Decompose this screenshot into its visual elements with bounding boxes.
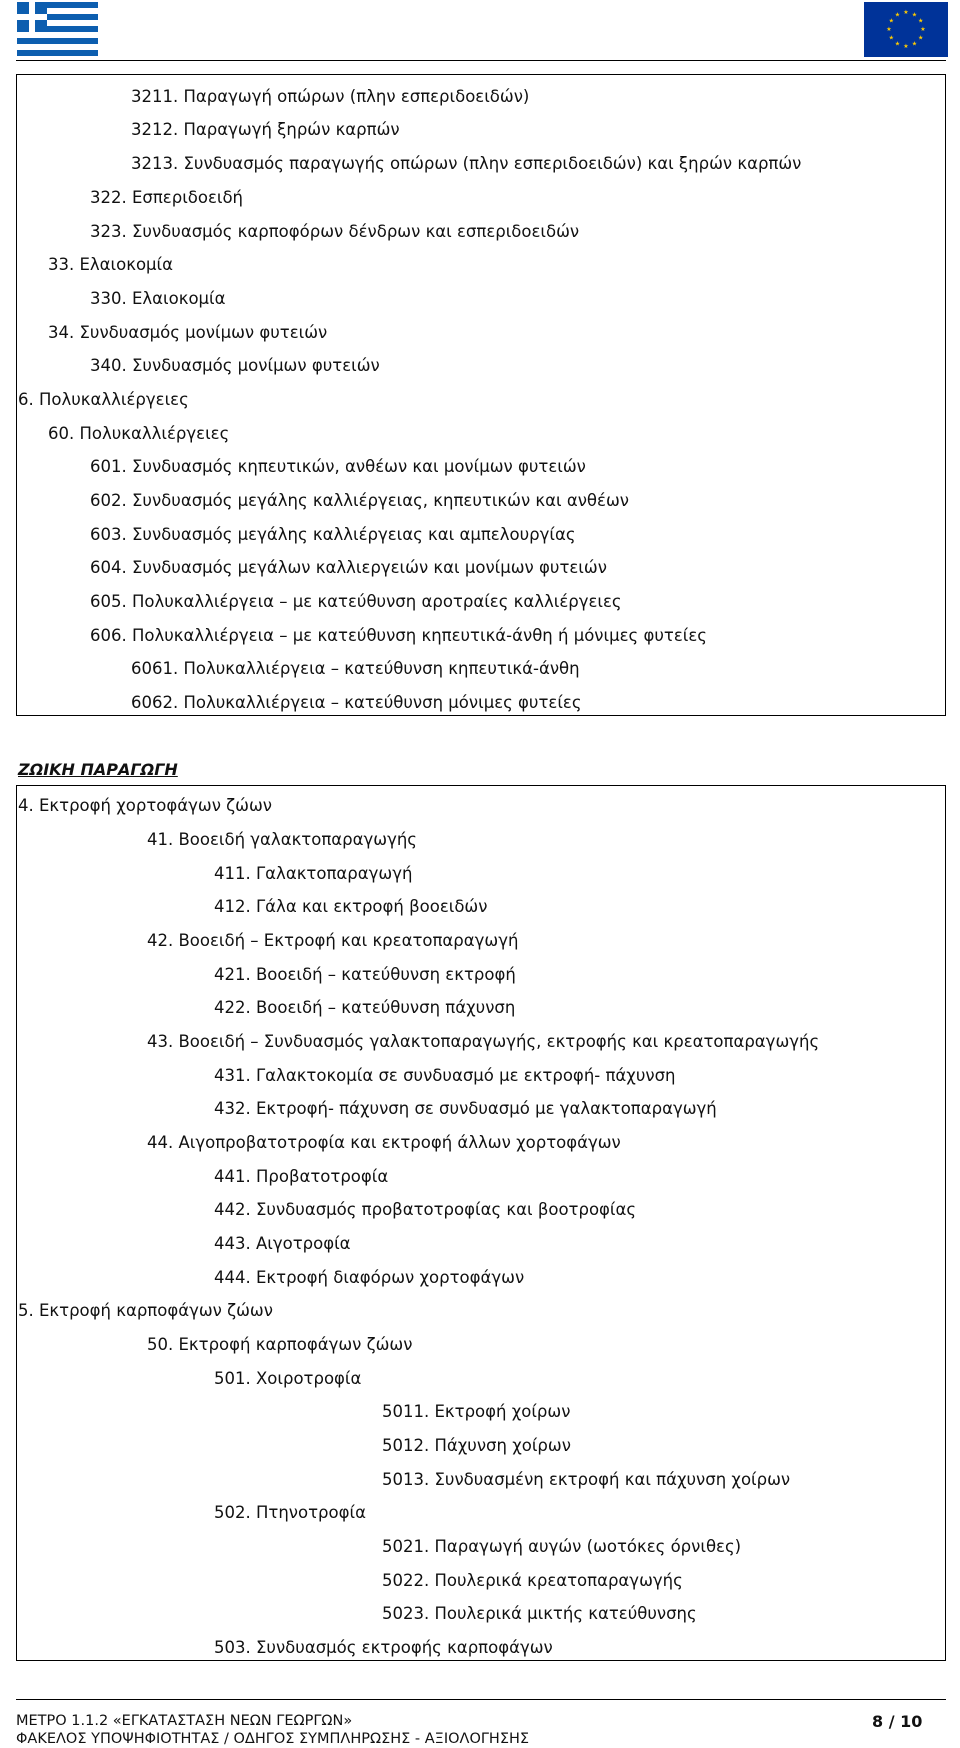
- list-item: 604. Συνδυασμός μεγάλων καλλιεργειών και μονίμων φυτειών: [90, 558, 607, 577]
- list-item: 503. Συνδυασμός εκτροφής καρποφάγων: [214, 1638, 553, 1657]
- section-title: ΖΩΙΚΗ ΠΑΡΑΓΩΓΗ: [18, 760, 178, 779]
- list-item: 330. Ελαιοκομία: [90, 289, 226, 308]
- svg-text:★: ★: [903, 43, 909, 50]
- footer-text: [16, 1712, 529, 1748]
- list-item: 6061. Πολυκαλλιέργεια – κατεύθυνση κηπευτικά-άνθη: [131, 659, 580, 678]
- list-item: 5. Εκτροφή καρποφάγων ζώων: [18, 1301, 273, 1320]
- greek-flag-icon: [16, 2, 99, 56]
- list-item: 3212. Παραγωγή ξηρών καρπών: [131, 120, 400, 139]
- list-item: 601. Συνδυασμός κηπευτικών, ανθέων και μονίμων φυτειών: [90, 457, 586, 476]
- eu-flag-icon: [864, 2, 948, 57]
- list-item: 41. Βοοειδή γαλακτοπαραγωγής: [147, 830, 417, 849]
- list-item: 6. Πολυκαλλιέργειες: [18, 390, 189, 409]
- svg-text:★: ★: [918, 17, 924, 25]
- svg-text:★: ★: [911, 11, 918, 19]
- svg-text:★: ★: [888, 34, 894, 42]
- list-item: 603. Συνδυασμός μεγάλης καλλιέργειας και αμπελουργίας: [90, 525, 576, 544]
- list-item: 412. Γάλα και εκτροφή βοοειδών: [214, 897, 488, 916]
- list-item: 441. Προβατοτροφία: [214, 1167, 389, 1186]
- list-item: 444. Εκτροφή διαφόρων χορτοφάγων: [214, 1268, 525, 1287]
- svg-text:★: ★: [903, 9, 909, 16]
- list-item: 3211. Παραγωγή οπώρων (πλην εσπεριδοειδών): [131, 87, 530, 106]
- list-item: 606. Πολυκαλλιέργεια – με κατεύθυνση κηπευτικά-άνθη ή μόνιμες φυτείες: [90, 626, 707, 645]
- list-item: 50. Εκτροφή καρποφάγων ζώων: [147, 1335, 413, 1354]
- list-item: 5023. Πουλερικά μικτής κατεύθυνσης: [382, 1604, 697, 1623]
- list-item: 3213. Συνδυασμός παραγωγής οπώρων (πλην εσπεριδοειδών) και ξηρών καρπών: [131, 154, 802, 173]
- list-item: 602. Συνδυασμός μεγάλης καλλιέργειας, κηπευτικών και ανθέων: [90, 491, 629, 510]
- svg-text:★: ★: [911, 40, 918, 48]
- list-item: 34. Συνδυασμός μονίμων φυτειών: [48, 323, 328, 342]
- list-item: 431. Γαλακτοκομία σε συνδυασμό με εκτροφή- πάχυνση: [214, 1066, 676, 1085]
- list-item: 33. Ελαιοκομία: [48, 255, 174, 274]
- svg-text:★: ★: [888, 17, 894, 25]
- list-item: 5011. Εκτροφή χοίρων: [382, 1402, 571, 1421]
- page-number: [872, 1712, 922, 1731]
- list-item: 322. Εσπεριδοειδή: [90, 188, 244, 207]
- header-divider: [16, 60, 946, 61]
- footer-document-title: ΦΑΚΕΛΟΣ ΥΠΟΨΗΦΙΟΤΗΤΑΣ / ΟΔΗΓΟΣ ΣΥΜΠΛΗΡΩΣΗΣ - ΑΞΙΟΛΟΓΗΣΗΣ: [16, 1731, 530, 1747]
- svg-text:★: ★: [920, 26, 926, 33]
- list-item: 5022. Πουλερικά κρεατοπαραγωγής: [382, 1571, 683, 1590]
- list-item: 60. Πολυκαλλιέργειες: [48, 424, 230, 443]
- page-separator: /: [883, 1712, 901, 1731]
- list-item: 605. Πολυκαλλιέργεια – με κατεύθυνση αροτραίες καλλιέργειες: [90, 592, 622, 611]
- list-item: 502. Πτηνοτροφία: [214, 1503, 366, 1522]
- page-current: 8: [872, 1712, 884, 1731]
- list-item: 340. Συνδυασμός μονίμων φυτειών: [90, 356, 380, 375]
- list-item: 42. Βοοειδή – Εκτροφή και κρεατοπαραγωγή: [147, 931, 519, 950]
- list-item: 44. Αιγοπροβατοτροφία και εκτροφή άλλων χορτοφάγων: [147, 1133, 621, 1152]
- svg-text:★: ★: [918, 34, 924, 42]
- list-item: 443. Αιγοτροφία: [214, 1234, 351, 1253]
- list-item: 5021. Παραγωγή αυγών (ωοτόκες όρνιθες): [382, 1537, 742, 1556]
- footer-measure-title: ΜΕΤΡΟ 1.1.2 «ΕΓΚΑΤΑΣΤΑΣΗ ΝΕΩΝ ΓΕΩΡΓΩΝ»: [16, 1713, 353, 1729]
- list-item: 442. Συνδυασμός προβατοτροφίας και βοοτροφίας: [214, 1200, 637, 1219]
- svg-text:★: ★: [886, 26, 892, 33]
- page-total: 10: [900, 1712, 923, 1731]
- list-item: 4. Εκτροφή χορτοφάγων ζώων: [18, 796, 272, 815]
- list-item: 422. Βοοειδή – κατεύθυνση πάχυνση: [214, 998, 516, 1017]
- list-item: 6062. Πολυκαλλιέργεια – κατεύθυνση μόνιμες φυτείες: [131, 693, 582, 712]
- list-item: 43. Βοοειδή – Συνδυασμός γαλακτοπαραγωγής, εκτροφής και κρεατοπαραγωγής: [147, 1032, 820, 1051]
- list-item: 421. Βοοειδή – κατεύθυνση εκτροφή: [214, 965, 516, 984]
- list-item: 323. Συνδυασμός καρποφόρων δένδρων και εσπεριδοειδών: [90, 222, 580, 241]
- svg-text:★: ★: [894, 11, 901, 19]
- list-item: 411. Γαλακτοπαραγωγή: [214, 864, 413, 883]
- list-item: 5012. Πάχυνση χοίρων: [382, 1436, 571, 1455]
- list-item: 501. Χοιροτροφία: [214, 1369, 362, 1388]
- svg-text:★: ★: [894, 40, 901, 48]
- list-item: 5013. Συνδυασμένη εκτροφή και πάχυνση χοίρων: [382, 1470, 791, 1489]
- list-item: 432. Εκτροφή- πάχυνση σε συνδυασμό με γαλακτοπαραγωγή: [214, 1099, 717, 1118]
- footer-divider: [16, 1699, 946, 1700]
